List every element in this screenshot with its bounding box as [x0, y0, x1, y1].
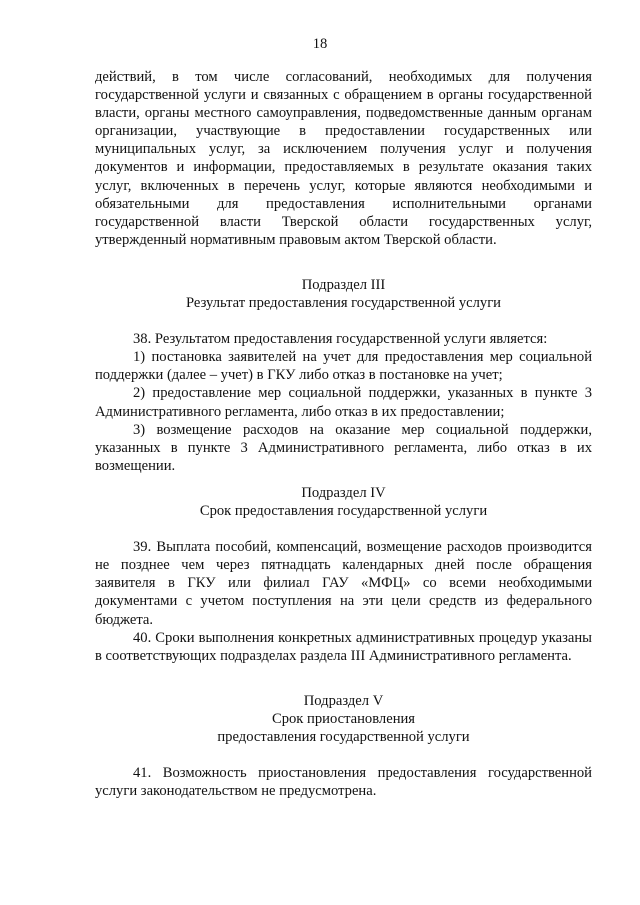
- subsection-5-title-line-1: Срок приостановления: [271, 711, 416, 728]
- subsection-4-title: Срок предоставления государственной услуги: [199, 503, 488, 520]
- subsection-4: [95, 484, 592, 665]
- subsection-3-title: Результат предоставления государственной услуги: [186, 295, 501, 312]
- subsection-5-title-line-2: предоставления государственной услуги: [217, 729, 470, 746]
- subsection-5-label: Подраздел V: [303, 693, 384, 709]
- subsection-4-label: Подраздел IV: [301, 485, 386, 501]
- continuation-block: [95, 68, 592, 249]
- paragraph-38-item-1: 1) постановка заявителей на учет для предоставления мер социальной поддержки (далее – учет) в ГКУ либо отказ в постановке на учет;: [95, 349, 592, 384]
- page-number: 18: [312, 36, 328, 52]
- paragraph-40: 40. Сроки выполнения конкретных административных процедур указаны в соответствующих подразделах раздела III Административного регламента.: [95, 629, 592, 664]
- paragraph-38: 38. Результатом предоставления государственной услуги является:: [133, 331, 548, 348]
- subsection-3-label: Подраздел III: [301, 277, 386, 293]
- continuation-paragraph: действий, в том числе согласований, необходимых для получения государственной услуги и связанных с обращением в органы государственной власти, органы местного самоуправления, подведомственные данным органам организации, участвующие в предоставлении государственных или муниципальных услуг, за исключением получения услуг и получения документов и информации, предоставляемых в результате оказания таких услуг, включенных в перечень услуг, которые являются необходимыми и обязательными для предоставления исполнительными органами государственной власти Тверской области государственных услуг, утвержденный нормативным правовым актом Тверской области.: [95, 69, 592, 248]
- paragraph-39: 39. Выплата пособий, компенсаций, возмещение расходов производится не позднее чем через пятнадцать календарных дней после обращения заявителя в ГКУ или филиал ГАУ «МФЦ» со всеми необходимыми документами с учетом поступления на эти цели средств из федерального бюджета.: [95, 539, 592, 628]
- paragraph-41: 41. Возможность приостановления предоставления государственной услуги законодательством не предусмотрена.: [95, 765, 592, 800]
- subsection-5: [95, 692, 592, 800]
- paragraph-38-item-2: 2) предоставление мер социальной поддержки, указанных в пункте 3 Административного регламента, либо отказ в их предоставлении;: [95, 385, 592, 420]
- subsection-3: [95, 276, 592, 475]
- paragraph-38-item-3: 3) возмещение расходов на оказание мер социальной поддержки, указанных в пункте 3 Административного регламента, либо отказ в их возмещении.: [95, 421, 592, 474]
